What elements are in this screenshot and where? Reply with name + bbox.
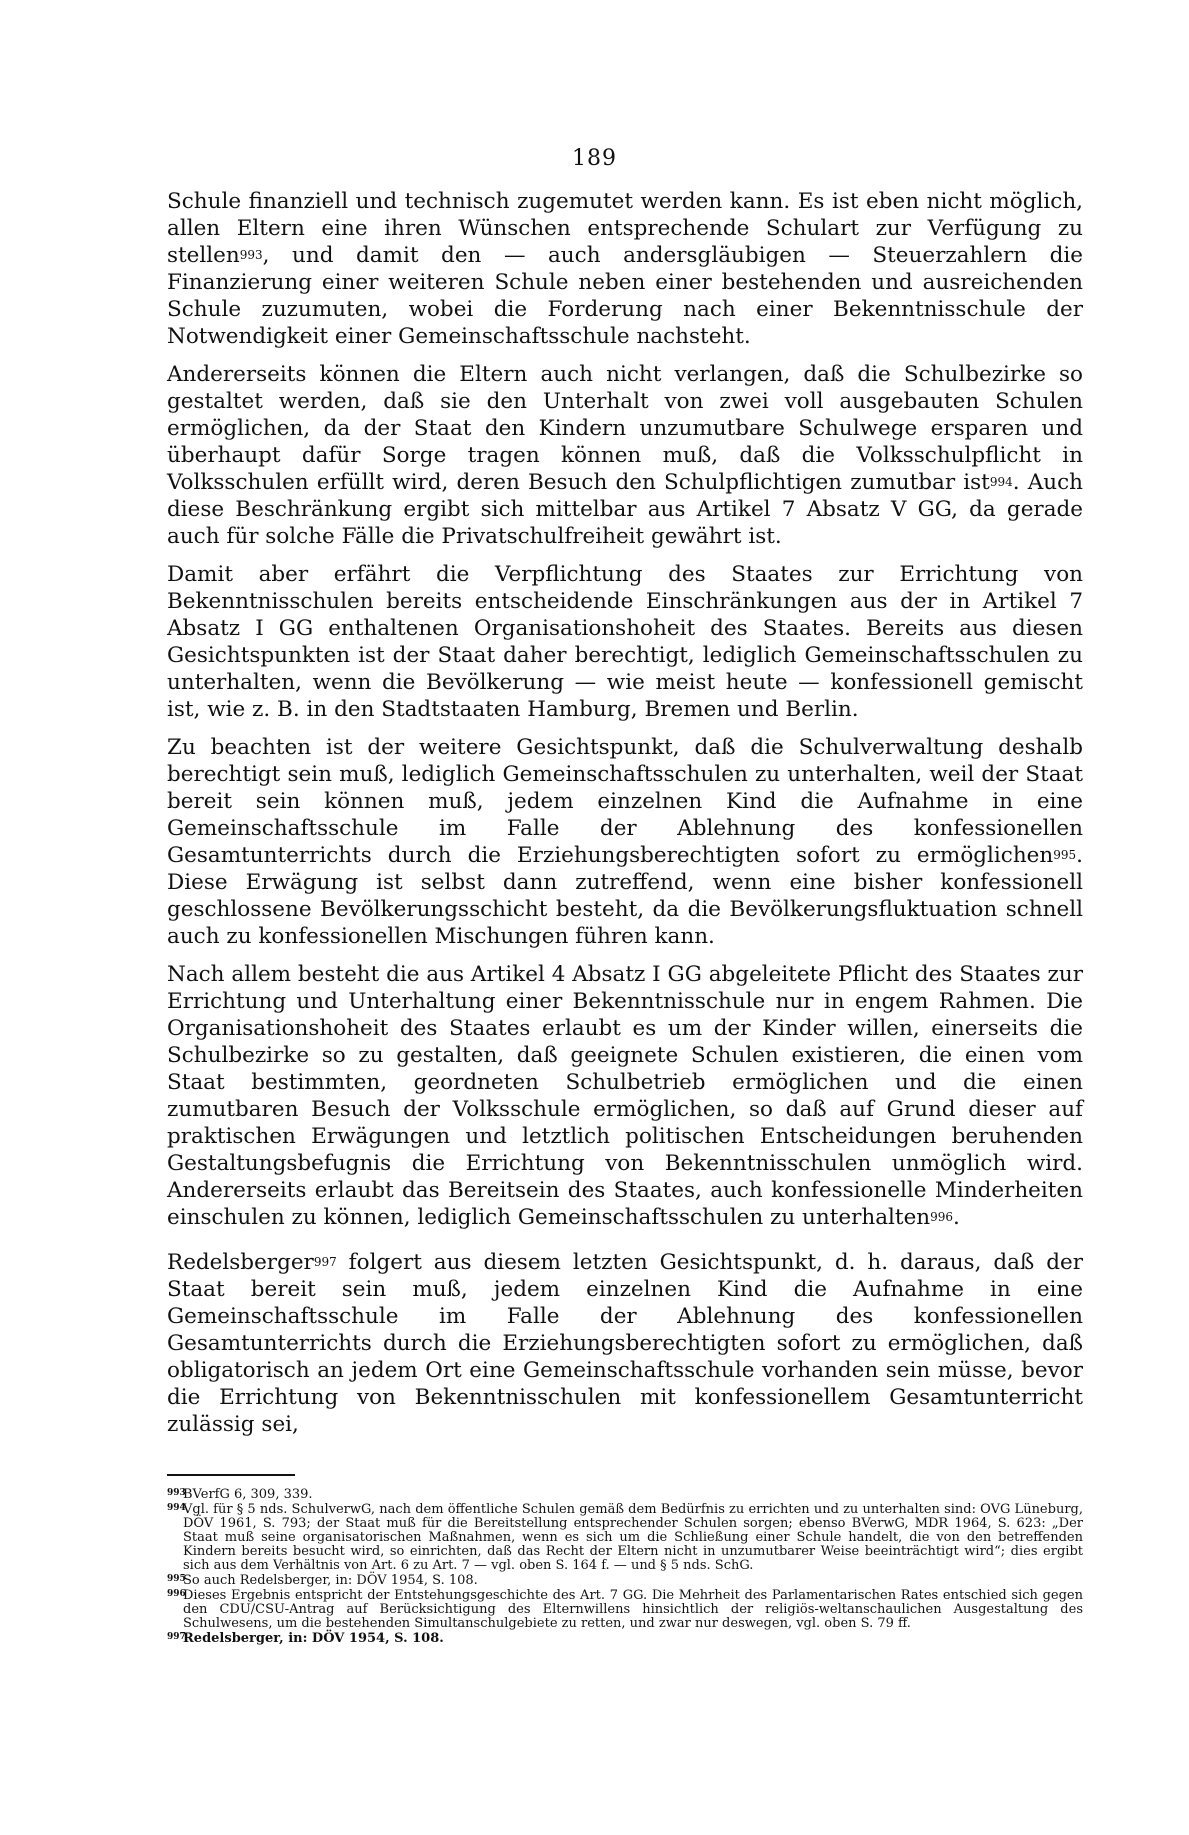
paragraph-5: Nach allem besteht die aus Artikel 4 Absatz I GG abgeleitete Pflicht des Staates zur Errichtung und Unterhaltung einer Bekenntnisschule nur in engem Rahmen. Die Organisationshoheit des Staates erlaubt es um der Kinder willen, einerseits die Schulbezirke so zu gestalten, daß geeignete Schulen existieren, die einen vom Staat bestimmten, geordneten Schulbetrieb ermöglichen und die einen zumutbaren Besuch der Volksschule ermöglichen, so daß auf Grund dieser auf praktischen Erwägungen und letztlich politischen Entscheidungen beruhenden Gestaltungsbefugnis die Errichtung von Bekenntnisschulen unmöglich wird. Andererseits erlaubt das Bereitsein des Staates, auch konfessionelle Minderheiten einschulen zu können, lediglich Gemeinschaftsschulen zu unterhalten$^{996}$.	[167, 962, 1083, 1230]
footnote-text: Vgl. für § 5 nds. SchulverwG, nach dem öffentliche Schulen gemäß dem Bedürfnis zu errichten und zu unterhalten sind: OVG Lüneburg, DÖV 1961, S. 793; der Staat muß für die Bereitstellung entsprechender Schulen sorgen; ebenso BVerwG, MDR 1964, S. 623: „Der Staat muß seine organisatorischen Maßnahmen, wenn es sich um die Schließung einer Schule handelt, die von den betreffenden Kindern bereits besucht wird, so einrichten, daß das Recht der Eltern nicht in unzumutbarer Weise beeinträchtigt wird“; dies ergibt sich aus dem Verhältnis von Art. 6 zu Art. 7 — vgl. oben S. 164 f. — und § 5 nds. SchG.	[183, 1502, 1083, 1573]
footnote-ref-997[interactable]: 997	[313, 1255, 337, 1269]
footnote-number: 997	[167, 1632, 186, 1642]
paragraph-3: Damit aber erfährt die Verpflichtung des Staates zur Errichtung von Bekenntnisschulen bereits entscheidende Einschränkungen aus der in Artikel 7 Absatz I GG enthaltenen Organisationshoheit des Staates. Bereits aus diesen Gesichtspunkten ist der Staat daher berechtigt, lediglich Gemeinschaftsschulen zu unterhalten, wenn die Bevölkerung — wie meist heute — konfessionell gemischt ist, wie z. B. in den Stadtstaaten Hamburg, Bremen und Berlin.	[167, 562, 1083, 722]
footnote-ref-996[interactable]: 996	[930, 1210, 954, 1224]
footnote-divider	[167, 1474, 295, 1476]
footnote-996	[167, 1589, 1083, 1631]
footnote-997	[167, 1632, 1083, 1646]
footnote-number: 994	[167, 1503, 186, 1513]
footnote-text: So auch Redelsberger, in: DÖV 1954, S. 108.	[183, 1573, 478, 1588]
footnote-ref-993[interactable]: 993	[239, 248, 263, 262]
paragraph-4: Zu beachten ist der weitere Gesichtspunkt, daß die Schulverwaltung deshalb berechtigt sein muß, lediglich Gemeinschaftsschulen zu unterhalten, weil der Staat bereit sein können muß, jedem einzelnen Kind die Aufnahme in eine Gemeinschaftsschule im Falle der Ablehnung des konfessionellen Gesamtunterrichts durch die Erziehungsberechtigten sofort zu ermöglichen$^{995}$. Diese Erwägung ist selbst dann zutreffend, wenn eine bisher konfessionell geschlossene Bevölkerungsschicht besteht, da die Bevölkerungsfluktuation schnell auch zu konfessionellen Mischungen führen kann.	[167, 735, 1083, 949]
paragraph-1: Schule finanziell und technisch zugemutet werden kann. Es ist eben nicht möglich, allen Eltern eine ihren Wünschen entsprechende Schulart zur Verfügung zu stellen$^{993}$, und damit den — auch andersgläubigen — Steuerzahlern die Finanzierung einer weiteren Schule neben einer bestehenden und ausreichenden Schule zuzumuten, wobei die Forderung nach einer Bekenntnisschule der Notwendigkeit einer Gemeinschaftsschule nachsteht.	[167, 189, 1083, 349]
footnote-ref-995[interactable]: 995	[1053, 848, 1077, 862]
footnote-text: Redelsberger, in: DÖV 1954, S. 108.	[183, 1631, 444, 1646]
page-number: 189	[572, 146, 617, 171]
footnote-994	[167, 1503, 1083, 1573]
paragraph-2: Andererseits können die Eltern auch nicht verlangen, daß die Schulbezirke so gestaltet werden, daß sie den Unterhalt von zwei voll ausgebauten Schulen ermöglichen, da der Staat den Kindern unzumutbare Schulwege ersparen und überhaupt dafür Sorge tragen können muß, daß die Volksschulpflicht in Volksschulen erfüllt wird, deren Besuch den Schulpflichtigen zumutbar ist$^{994}$. Auch diese Beschränkung ergibt sich mittelbar aus Artikel 7 Absatz V GG, da gerade auch für solche Fälle die Privatschulfreiheit gewährt ist.	[167, 362, 1083, 549]
footnotes	[167, 1488, 1083, 1647]
paragraph-6: Redelsberger$^{997}$ folgert aus diesem letzten Gesichtspunkt, d. h. daraus, daß der Staat bereit sein muß, jedem einzelnen Kind die Aufnahme in eine Gemeinschaftsschule im Falle der Ablehnung des konfessionellen Gesamtunterrichts durch die Erziehungsberechtigten sofort zu ermöglichen, daß obligatorisch an jedem Ort eine Gemeinschaftsschule vorhanden sein müsse, bevor die Errichtung von Bekenntnisschulen mit konfessionellem Gesamtunterricht zulässig sei,	[167, 1250, 1083, 1437]
footnote-ref-994[interactable]: 994	[989, 475, 1013, 489]
footnote-number: 993	[167, 1488, 186, 1498]
footnote-text: Dieses Ergebnis entspricht der Entstehungsgeschichte des Art. 7 GG. Die Mehrheit des Parlamentarischen Rates entschied sich gegen den CDU/CSU-Antrag auf Berücksichtigung des Elternwillens hinsichtlich der religiös-weltanschaulichen Ausgestaltung des Schulwesens, um die bestehenden Simultanschulgebiete zu retten, und zwar nur deswegen, vgl. oben S. 79 ff.	[183, 1588, 1083, 1631]
footnote-number: 996	[167, 1589, 186, 1599]
footnote-995	[167, 1574, 1083, 1588]
footnote-number: 995	[167, 1574, 186, 1584]
footnote-993	[167, 1488, 1083, 1502]
footnote-text: BVerfG 6, 309, 339.	[183, 1487, 313, 1502]
main-text	[167, 188, 1083, 1438]
